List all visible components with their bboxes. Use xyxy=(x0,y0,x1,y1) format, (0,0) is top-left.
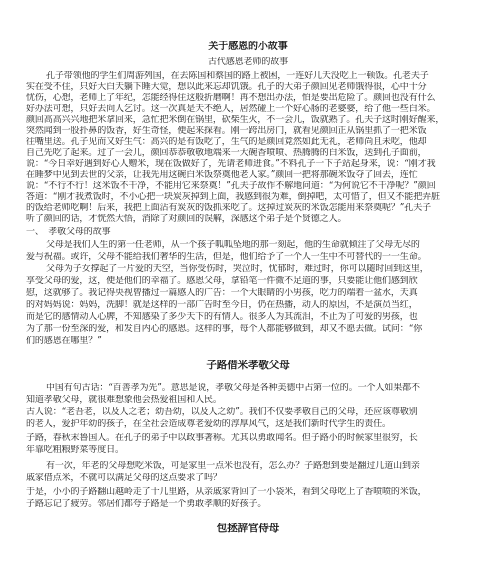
story1-line: 听了颜回的话，才恍然大悟，消除了对颜回的误解，深感这个弟子是个贤德之人。 xyxy=(26,214,347,224)
story2-line: 享受父母的爱，这，便是他们的幸福了。感恩父母，拿铅笔一件微不足道的事，只要能让他们感到欣 xyxy=(26,276,418,286)
story2-line: 爱与祝福。或许，父母不能给我们奢华的生活，但是，他们给予了一个人一生中不可替代的一一生命。 xyxy=(26,252,427,262)
story1-line: 突然闻到一股扑鼻的饭香，好生奇怪，便起来探看。刚一跨出房门，就看见颜回正从锅里抓了一把米饭 xyxy=(26,126,427,136)
story1-line: 说：“今日幸好遇到好心人赠米，现在饭做好了，先请老师进食。”不料孔子一下子站起身来，说：“刚才我 xyxy=(26,159,436,169)
story1-line: 好办法可想，只好去向人乞讨。这一次真是天不绝人，居然碰上一个好心肠的老婆婆，给了他一些白米。 xyxy=(26,104,436,114)
story1-line: 答道：“刚才我煮饭时，不小心把一块炭灰掉到上面，我感到很为难，倒掉吧，太可惜了，但又不能把弄脏 xyxy=(26,192,440,202)
story2-line: 们的感恩在哪里？” xyxy=(26,336,102,346)
story3-line: 中国有句古话：“百善孝为先”。意思是说，孝敬父母是各种美德中占第一位的。一个人如果都不 xyxy=(46,383,420,393)
story2-line: 父母是我们人生的第一任老师，从一个孩子呱呱坠地的那一刻起，他的生命就倾注了父母无尽的 xyxy=(46,240,420,250)
story3-line: 戚家借点米，不就可以满足父母的这点要求了吗？ xyxy=(26,473,222,483)
story3-line: 年靠吃粗粮野菜等度日。 xyxy=(26,445,124,455)
section-heading: 包拯辞官侍母 xyxy=(216,523,280,534)
story1-line: 在睡梦中见到去世的父亲，让我先用这碗白米饭祭奠他老人家。”颜回一把将那碗米饭夺了回去，连忙 xyxy=(26,170,418,180)
story2-line: 慰，这就够了。我记得央视曾播过一篇感人的广告：一个大眼睛的小男孩，吃力的端着一盆水，天真 xyxy=(26,288,418,298)
story3-line: 子路，春秋末鲁国人。在孔子的弟子中以政事著称。尤其以勇敢闻名。但子路小的时候家里很穷，长 xyxy=(26,433,418,443)
story2-line: 为了那一份至深的爱，和发自内心的感恩。这样的事，每个人都能够做到，却又不愿去做。试问：“你 xyxy=(26,324,423,334)
section-heading: 一、 孝敬父母的故事 xyxy=(26,227,111,237)
story1-line: 自己先吃了起来。过了一会儿，颜回恭恭敬敬地端来一大碗香喷喷、热腾腾的白米饭，送到孔子面前， xyxy=(26,148,427,158)
story1-line: 忧伤，心想，老师上了年纪，怎能经得住这般折磨啊！再不想出办法，怕是要出危险了。颜回也没有什么 xyxy=(26,93,436,103)
story1-line: 颜回高高兴兴地把米拿回来，急忙把米倒在锅里，砍柴生火，不一会儿，饭就熟了。孔夫子这时刚好醒来， xyxy=(26,115,445,125)
story3-line: 于是，小小的子路翻山越岭走了十几里路，从亲戚家背回了一小袋米，看到父母吃上了香喷喷的米饭， xyxy=(26,487,427,497)
story1-line: 的饭给老师吃啊！后来，我把上面沾有炭灰的饭抓来吃了。这掉过炭灰的米饭怎能用来祭奠呢？”孔夫子 xyxy=(26,203,432,213)
document-subtitle: 古代感恩老师的故事 xyxy=(207,57,289,67)
section-heading: 子路借米孝敬父母 xyxy=(206,360,290,371)
story3-line: 知道孝敬父母，就很难想象他会热爱祖国和人民。 xyxy=(26,395,222,405)
document-title: 关于感恩的小故事 xyxy=(208,41,288,52)
story1-line: 实在受不住，只好大白天躺下睡大觉，想以此来忘却饥饿。孔子的大弟子颜回见老师饿得很，心中十分 xyxy=(26,82,427,92)
story3-line: 古人说：“老吾老，以及人之老；幼吾幼，以及人之幼”。我们不仅要孝敬自己的父母，还应该尊敬别 xyxy=(26,407,418,417)
story3-line: 子路忘记了疲劳。邻居们都夸子路是一个勇敢孝顺的好孩子。 xyxy=(26,499,267,509)
story2-line: 而是它的感情动人心脾，不知感染了多少天下的有情人。很多人为其流泪，不止为了可爱的男孩，也 xyxy=(26,312,418,322)
story3-line: 的老人，爱护年幼的孩子，在全社会造成尊老爱幼的淳厚风气，这是我们新时代学生的责任。 xyxy=(26,419,391,429)
story2-line: 的对妈妈说：妈妈，洗脚！就是这样的一部广告时至今日，仍在热播，动人的原因，不是演员当红， xyxy=(26,300,418,310)
story1-line: 往嘴里送。孔子见而又好生气：高兴的是有饭吃了，生气的是颜回竟然如此无礼，老师尚且未吃，他却 xyxy=(26,137,427,147)
story3-line: 有一次，年老的父母想吃米饭，可是家里一点米也没有，怎么办？子路想到要是翻过几道山到亲 xyxy=(46,461,420,471)
story1-line: 说：“不行不行！这米饭不干净，不能用它来祭奠！”孔夫子故作不解地问道：“为何说它不干净呢？”颜回 xyxy=(26,181,436,191)
story2-line: 父母为子女撑起了一片爱的天空，当你受伤时，哭泣时，忧郁时，难过时，你可以随时回到这里， xyxy=(46,264,429,274)
story1-line: 孔子带领他的学生们周游列国，在去陈国和蔡国的路上被困，一连好几天没吃上一顿饭。孔老夫子 xyxy=(46,71,429,81)
